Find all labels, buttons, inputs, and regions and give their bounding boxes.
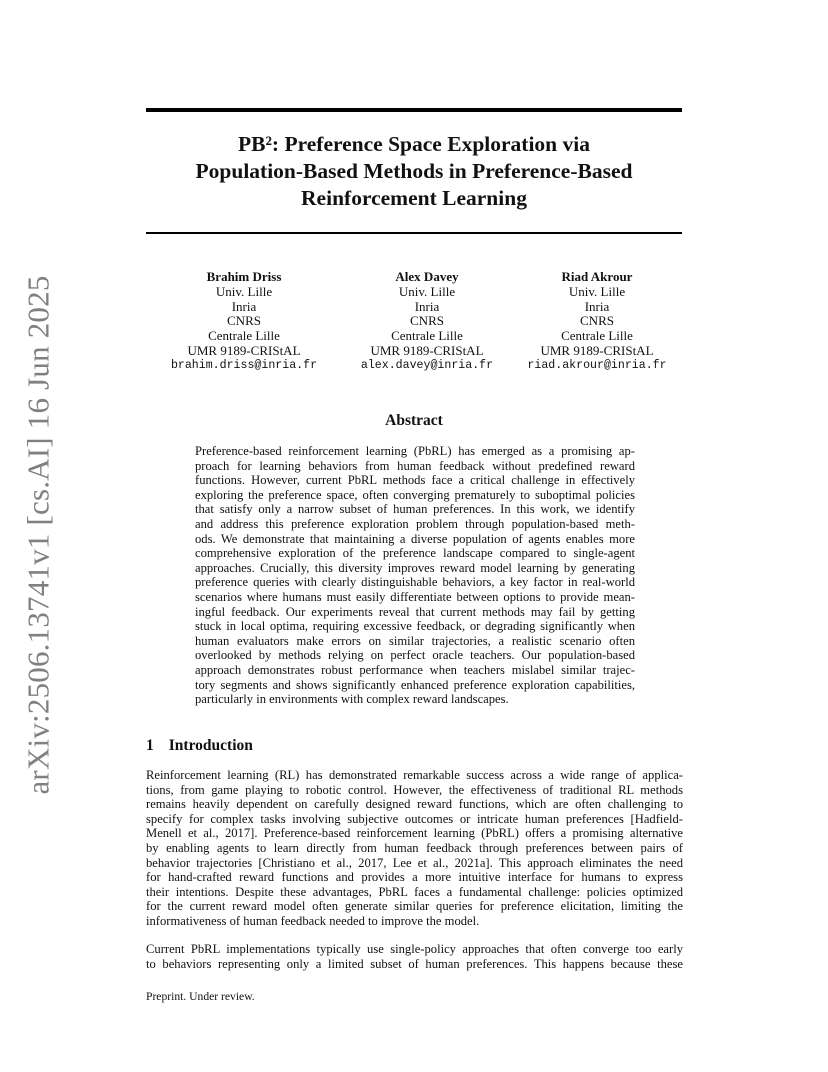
abstract-line: particularly in environments with complex reward landscapes.: [195, 692, 509, 707]
paragraph-line: informativeness of human feedback needed to improve the model.: [146, 913, 480, 928]
abstract-line: functions. However, current PbRL methods face a critical challenge in effectively: [195, 473, 635, 488]
author-affiliation: CNRS: [580, 313, 614, 329]
footer-note: Preprint. Under review.: [146, 990, 255, 1003]
abstract-line: stuck in local optima, requiring excessive feedback, or degrading significantly when: [195, 619, 635, 634]
author-affiliation: CNRS: [227, 313, 261, 329]
abstract-body: [195, 444, 635, 707]
arxiv-side-stamp: [16, 275, 62, 795]
author-affiliation: Inria: [414, 298, 440, 314]
paragraph-line: specify for complex tasks involving subjective outcomes or intricate human preferences [Hadfield-: [146, 811, 683, 826]
paragraph-line: their intentions. Despite these advantages, PbRL faces a fundamental challenge: policies optimized: [146, 884, 683, 899]
abstract-line: approach demonstrates robust performance when teachers mislabel similar trajec-: [195, 662, 635, 677]
abstract-line: ingful feedback. Our experiments reveal that current methods may fail by getting: [195, 604, 635, 619]
title-line: Reinforcement Learning: [301, 186, 527, 210]
paragraph-line: Reinforcement learning (RL) has demonstrated remarkable success across a wide range of applica-: [146, 768, 683, 782]
author-affiliation: Centrale Lille: [391, 328, 463, 344]
intro-paragraph: [146, 942, 683, 971]
paragraph-line: behavior trajectories [Christiano et al., 2017, Lee et al., 2021a]. This approach eliminates the need: [146, 855, 683, 870]
abstract-line: overlooked by methods relying on perfect oracle teachers. Our population-based: [195, 648, 635, 663]
author-card: [338, 270, 516, 374]
intro-paragraph: [146, 768, 683, 929]
author-affiliation: Inria: [584, 298, 610, 314]
section-number: 1: [146, 737, 154, 754]
author-name: Alex Davey: [395, 269, 459, 284]
abstract-line: human evaluators make errors on similar trajectories, a realistic scenario often: [195, 633, 635, 648]
author-affiliation: UMR 9189-CRIStAL: [370, 342, 484, 358]
title-line: PB²: Preference Space Exploration via: [238, 132, 590, 156]
abstract-line: comprehensive exploration of the preference landscape compared to single-agent: [195, 546, 635, 561]
title-bottom-rule: [146, 232, 682, 234]
paragraph-line: for hand-crafted reward functions and provides a more intuitive interface for humans to express: [146, 870, 683, 885]
paragraph-line: Menell et al., 2017]. Preference-based reinforcement learning (PbRL) offers a promising alternative: [146, 826, 683, 841]
author-affiliation: Centrale Lille: [208, 328, 280, 344]
author-card: [156, 270, 332, 374]
author-affiliation: Univ. Lille: [568, 283, 626, 299]
abstract-line: that satisfy only a narrow subset of human preferences. In this work, we identify: [195, 502, 635, 517]
abstract-line: approaches. Crucially, this diversity improves reward model learning by generating: [195, 560, 635, 575]
paragraph-line: for the current reward model often generate similar queries for preference elicitation, limiting the: [146, 899, 683, 914]
section-title: Introduction: [168, 737, 253, 754]
author-affiliation: Inria: [231, 298, 257, 314]
abstract-line: proach for learning behaviors from human feedback without predefined reward: [195, 458, 635, 473]
title-top-rule: [146, 108, 682, 112]
abstract-line: preference queries with clearly distinguishable behaviors, a key factor in real-world: [195, 575, 635, 590]
paragraph-line: Current PbRL implementations typically use single-policy approaches that often converge too early: [146, 942, 683, 956]
paragraph-line: by enabling agents to learn directly from human feedback through preferences between pairs of: [146, 840, 683, 855]
abstract-line: tory segments and shows significantly enhanced preference exploration capabilities,: [195, 677, 635, 692]
author-affiliation: UMR 9189-CRIStAL: [540, 342, 654, 358]
paragraph-line: to behaviors representing only a limited subset of human preferences. This happens because these: [146, 956, 683, 971]
section-heading-introduction: [146, 737, 253, 755]
abstract-line: scenarios where humans must easily differentiate between options to provide mean-: [195, 589, 635, 604]
author-affiliation: CNRS: [410, 313, 444, 329]
author-card: [508, 270, 686, 374]
author-affiliation: Univ. Lille: [215, 283, 273, 299]
abstract-line: ods. We demonstrate that maintaining a diverse population of agents enables more: [195, 531, 635, 546]
paper-title: [146, 131, 682, 212]
abstract-line: exploring the preference space, often converging prematurely to suboptimal policies: [195, 487, 635, 502]
author-affiliation: Univ. Lille: [398, 283, 456, 299]
author-email: brahim.driss@inria.fr: [170, 358, 318, 372]
title-line: Population-Based Methods in Preference-Based: [195, 159, 633, 183]
abstract-line: and address this preference exploration problem through population-based meth-: [195, 516, 635, 531]
abstract-line: Preference-based reinforcement learning (PbRL) has emerged as a promising ap-: [195, 444, 635, 458]
author-name: Brahim Driss: [206, 269, 282, 284]
author-email: alex.davey@inria.fr: [360, 358, 494, 372]
author-name: Riad Akrour: [561, 269, 633, 284]
author-affiliation: UMR 9189-CRIStAL: [187, 342, 301, 358]
paragraph-line: remains heavily dependent on carefully designed reward functions, which are often challenging to: [146, 797, 683, 812]
author-email: riad.akrour@inria.fr: [527, 358, 667, 372]
paragraph-line: tions, from game playing to robotic control. However, the effectiveness of traditional RL methods: [146, 782, 683, 797]
author-affiliation: Centrale Lille: [561, 328, 633, 344]
arxiv-identifier: arXiv:2506.13741v1 [cs.AI] 16 Jun 2025: [21, 275, 57, 795]
abstract-heading: Abstract: [385, 412, 443, 429]
